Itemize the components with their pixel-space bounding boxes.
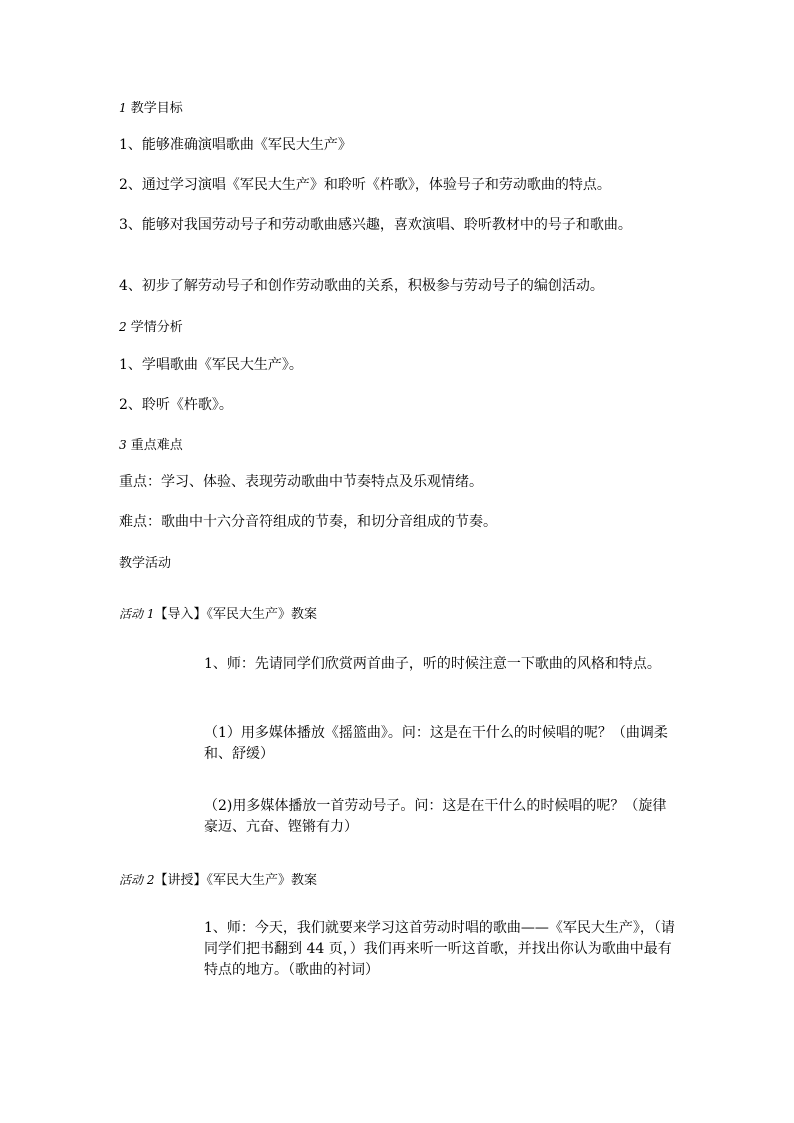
activity-2-heading [119, 870, 679, 891]
objective-2: 2、通过学习演唱《军民大生产》和聆听《杵歌》，体验号子和劳动歌曲的特点。 [119, 177, 611, 193]
activity-1-heading [119, 604, 679, 625]
section-heading-keypoints [119, 435, 679, 456]
key-point-difficulty: 难点：歌曲中十六分音符组成的节奏，和切分音组成的节奏。 [119, 514, 497, 530]
key-point-focus: 重点：学习、体验、表现劳动歌曲中节奏特点及乐观情绪。 [119, 474, 483, 490]
analysis-1: 1、学唱歌曲《军民大生产》。 [119, 357, 303, 373]
activity-1-paragraph-1: 1、师：先请同学们欣赏两首曲子，听的时候注意一下歌曲的风格和特点。 [204, 656, 661, 672]
section-number: 2 [119, 320, 127, 334]
section-heading-analysis [119, 317, 679, 338]
activity-1-paragraph-2: （1）用多媒体播放《摇篮曲》。问：这是在干什么的时候唱的呢？（曲调柔和、舒缓） [204, 725, 668, 762]
activity-2-paragraph-1: 1、师：今天，我们就要来学习这首劳动时唱的歌曲——《军民大生产》，（请同学们把书翻到 44 页，）我们再来听一听这首歌，并找出你认为歌曲中最有特点的地方。（歌曲的衬词） [204, 920, 675, 978]
section-heading-objectives [119, 98, 679, 119]
objective-1: 1、能够准确演唱歌曲《军民大生产》 [119, 137, 352, 153]
section-title: 重点难点 [130, 438, 183, 453]
objective-3: 3、能够对我国劳动号子和劳动歌曲感兴趣，喜欢演唱、聆听教材中的号子和歌曲。 [119, 217, 632, 233]
section-title: 学情分析 [130, 320, 183, 335]
activities-heading: 教学活动 [119, 556, 172, 571]
section-number: 1 [119, 101, 127, 115]
activity-1-paragraph-3: （2)用多媒体播放一首劳动号子。问：这是在干什么的时候唱的呢？（旋律豪迈、亢奋、铿锵有力） [204, 798, 667, 835]
activity-title: 【讲授】《军民大生产》教案 [154, 873, 317, 888]
activity-label: 活动 2 [119, 873, 155, 887]
section-title: 教学目标 [130, 101, 183, 116]
activity-label: 活动 1 [119, 607, 155, 621]
analysis-2: 2、聆听《杵歌》。 [119, 397, 233, 413]
activity-title: 【导入】《军民大生产》教案 [154, 607, 317, 622]
objective-4: 4、初步了解劳动号子和创作劳动歌曲的关系，积极参与劳动号子的编创活动。 [119, 278, 604, 294]
section-number: 3 [119, 438, 127, 452]
